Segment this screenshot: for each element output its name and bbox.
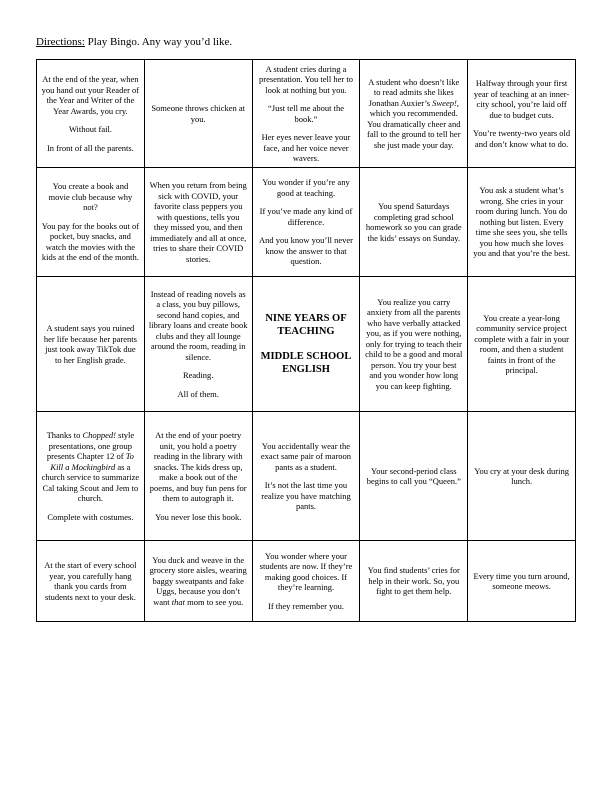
text: If they remember you. [267, 600, 344, 611]
bingo-cell [468, 60, 576, 168]
text: NINE YEARS OF TEACHING [265, 313, 347, 337]
bingo-cell [145, 60, 253, 168]
cell-paragraph [41, 512, 140, 523]
bingo-cell [253, 168, 361, 277]
bingo-cell [468, 168, 576, 277]
text: A student says you ruined her life because her parents just took away TikTok due to her English grade. [43, 323, 137, 365]
cell-paragraph [472, 313, 571, 376]
cell-paragraph [149, 370, 248, 381]
cell-paragraph [41, 430, 140, 504]
bingo-cell [145, 168, 253, 277]
cell-paragraph [149, 555, 248, 608]
cell-paragraph [257, 64, 356, 96]
cell-paragraph [364, 297, 463, 392]
cell-paragraph [149, 389, 248, 400]
text: All of them. [177, 388, 219, 399]
cell-paragraph [41, 124, 140, 135]
text: You accidentally wear the exact same pair of maroon pants as a student. [260, 440, 352, 472]
cell-paragraph [41, 74, 140, 116]
text: Thanks to [46, 430, 83, 440]
cell-paragraph [41, 181, 140, 213]
text: Her eyes never leave your face, and her voice never wavers. [261, 132, 351, 163]
text: You find students’ cries for help in their work. So, you fight to get them help. [367, 565, 460, 597]
cell-paragraph [472, 466, 571, 487]
text: style presentations, one group presents Chapter 12 of [46, 430, 135, 461]
bingo-cell [360, 277, 468, 412]
cell-paragraph [472, 128, 571, 149]
directions-line [36, 36, 232, 49]
cell-paragraph [257, 206, 356, 227]
cell-paragraph [257, 235, 356, 267]
cell-paragraph [364, 77, 463, 151]
bingo-cell [468, 277, 576, 412]
text: When you return from being sick with COVID, your favorite class peppers you with questions, tells you they missed you, and then immediately and all at once, tries to share their COVID stories. [149, 180, 247, 264]
text: If you’ve made any kind of difference. [259, 206, 353, 227]
text: mom to see you. [184, 596, 244, 607]
text: You pay for the books out of pocket, buy snacks, and watch the movies with the kids at the end of the month. [41, 220, 140, 263]
text: You cry at your desk during lunch. [474, 465, 569, 486]
text: You realize you carry anxiety from all the parents who have verbally attacked you, as if you were nothing, only for trying to teach their child to be a good and moral person. You try your best and you wonder how long you can keep fighting. [365, 296, 463, 391]
bingo-cell [360, 168, 468, 277]
cell-paragraph [364, 466, 463, 487]
text: “Just tell me about the book.” [267, 103, 344, 124]
cell-paragraph [149, 289, 248, 363]
text: At the end of your poetry unit, you hold a poetry reading in the library with snacks. The kids dress up, make a book out of the poems, and buy fun pens for them to autograph it. [149, 430, 247, 503]
bingo-grid [36, 59, 576, 622]
bingo-cell [37, 60, 145, 168]
cell-paragraph [364, 201, 463, 243]
text: Halfway through your first year of teaching at an inner-city school, you’re laid off due to budget cuts. [473, 78, 570, 120]
bingo-cell [37, 412, 145, 541]
bingo-cell [468, 412, 576, 541]
bingo-cell [37, 168, 145, 277]
text: Every time you turn around, someone meows. [473, 570, 570, 591]
bingo-cell [253, 541, 361, 622]
text: And you know you’ll never know the answer to that question. [259, 235, 353, 267]
text: You wonder where your students are now. If they’re making good choices. If they’re learning. [259, 550, 353, 593]
text: In front of all the parents. [46, 142, 134, 153]
italic-text: that [171, 596, 185, 607]
cell-paragraph [41, 221, 140, 263]
cell-paragraph [257, 103, 356, 124]
text: You never lose this book. [155, 511, 242, 522]
text: You duck and weave in the grocery store aisles, wearing baggy sweatpants and fake Uggs, because you don’t want [149, 554, 247, 607]
bingo-cell [253, 412, 361, 541]
text: Reading. [182, 370, 214, 381]
bingo-cell [37, 541, 145, 622]
text: Complete with costumes. [47, 511, 134, 522]
text: At the start of every school year, you carefully hang thank you cards from students next to your desk. [44, 560, 137, 602]
bingo-cell [145, 541, 253, 622]
text: You’re twenty-two years old and don’t know what to do. [473, 128, 571, 149]
bingo-cell [145, 412, 253, 541]
text: It’s not the last time you realize you have matching pants. [261, 480, 351, 511]
cell-paragraph [41, 323, 140, 365]
text: as a church service to summarize Cal taking Scout and Jem to church. [41, 461, 140, 503]
cell-paragraph [257, 177, 356, 198]
cell-paragraph [257, 601, 356, 612]
bingo-cell [360, 541, 468, 622]
cell-paragraph [149, 430, 248, 504]
bingo-cell [37, 277, 145, 412]
text: , which you recommended. You dramatically cheer and fall to the ground to tell her she just made your day. [367, 97, 461, 150]
cell-paragraph [149, 512, 248, 523]
cell-paragraph [257, 551, 356, 593]
text: A student who doesn’t like to read admits she likes Jonathan Auxier’s [368, 76, 460, 108]
cell-paragraph [472, 78, 571, 120]
text: You create a book and movie club because why not? [48, 181, 133, 213]
italic-text: Sweep! [432, 97, 457, 108]
text: Without fail. [68, 124, 112, 134]
cell-paragraph [257, 132, 356, 164]
cell-paragraph [149, 180, 248, 264]
cell-paragraph [41, 560, 140, 602]
text: Your second-period class begins to call you “Queen.” [366, 465, 461, 486]
bingo-cell [145, 277, 253, 412]
directions-text: Play Bingo. Any way you’d like. [84, 36, 233, 48]
cell-paragraph [257, 441, 356, 473]
text: A student cries during a presentation. You tell her to look at nothing but you. [259, 63, 353, 95]
cell-paragraph [472, 185, 571, 259]
text: You ask a student what’s wrong. She cries in your room during lunch. You do nothing but listen. Every time she sees you, she tells you how much she loves you and that you’re the best. [473, 185, 570, 259]
text: You create a year-long community service project complete with a fair in your room, and then a student faints in front of the principal. [474, 312, 569, 375]
cell-paragraph [149, 103, 248, 124]
cell-paragraph [364, 565, 463, 597]
bingo-cell [360, 60, 468, 168]
cell-paragraph [257, 312, 356, 338]
bingo-cell [253, 60, 361, 168]
text: Instead of reading novels as a class, you buy pillows, second hand copies, and library loans and create book clubs and they all lounge around the room, reading in silence. [148, 288, 248, 362]
text: MIDDLE SCHOOL ENGLISH [260, 351, 352, 375]
text: Someone throws chicken at you. [151, 103, 246, 124]
directions-label: Directions: [36, 36, 85, 48]
text: You wonder if you’re any good at teaching. [262, 177, 350, 198]
italic-text: To Kill a Mockingbird [50, 451, 134, 472]
text: At the end of the year, when you hand out your Reader of the Year and Writer of the Year Awards, you cry. [41, 74, 140, 116]
free-space-cell [253, 277, 361, 412]
italic-text: Chopped! [82, 430, 117, 440]
text: You spend Saturdays completing grad school homework so you can grade the kids’ essays on Sunday. [365, 201, 462, 243]
bingo-cell [360, 412, 468, 541]
cell-paragraph [257, 350, 356, 376]
bingo-cell [468, 541, 576, 622]
cell-paragraph [257, 480, 356, 512]
cell-paragraph [472, 571, 571, 592]
cell-paragraph [41, 143, 140, 154]
